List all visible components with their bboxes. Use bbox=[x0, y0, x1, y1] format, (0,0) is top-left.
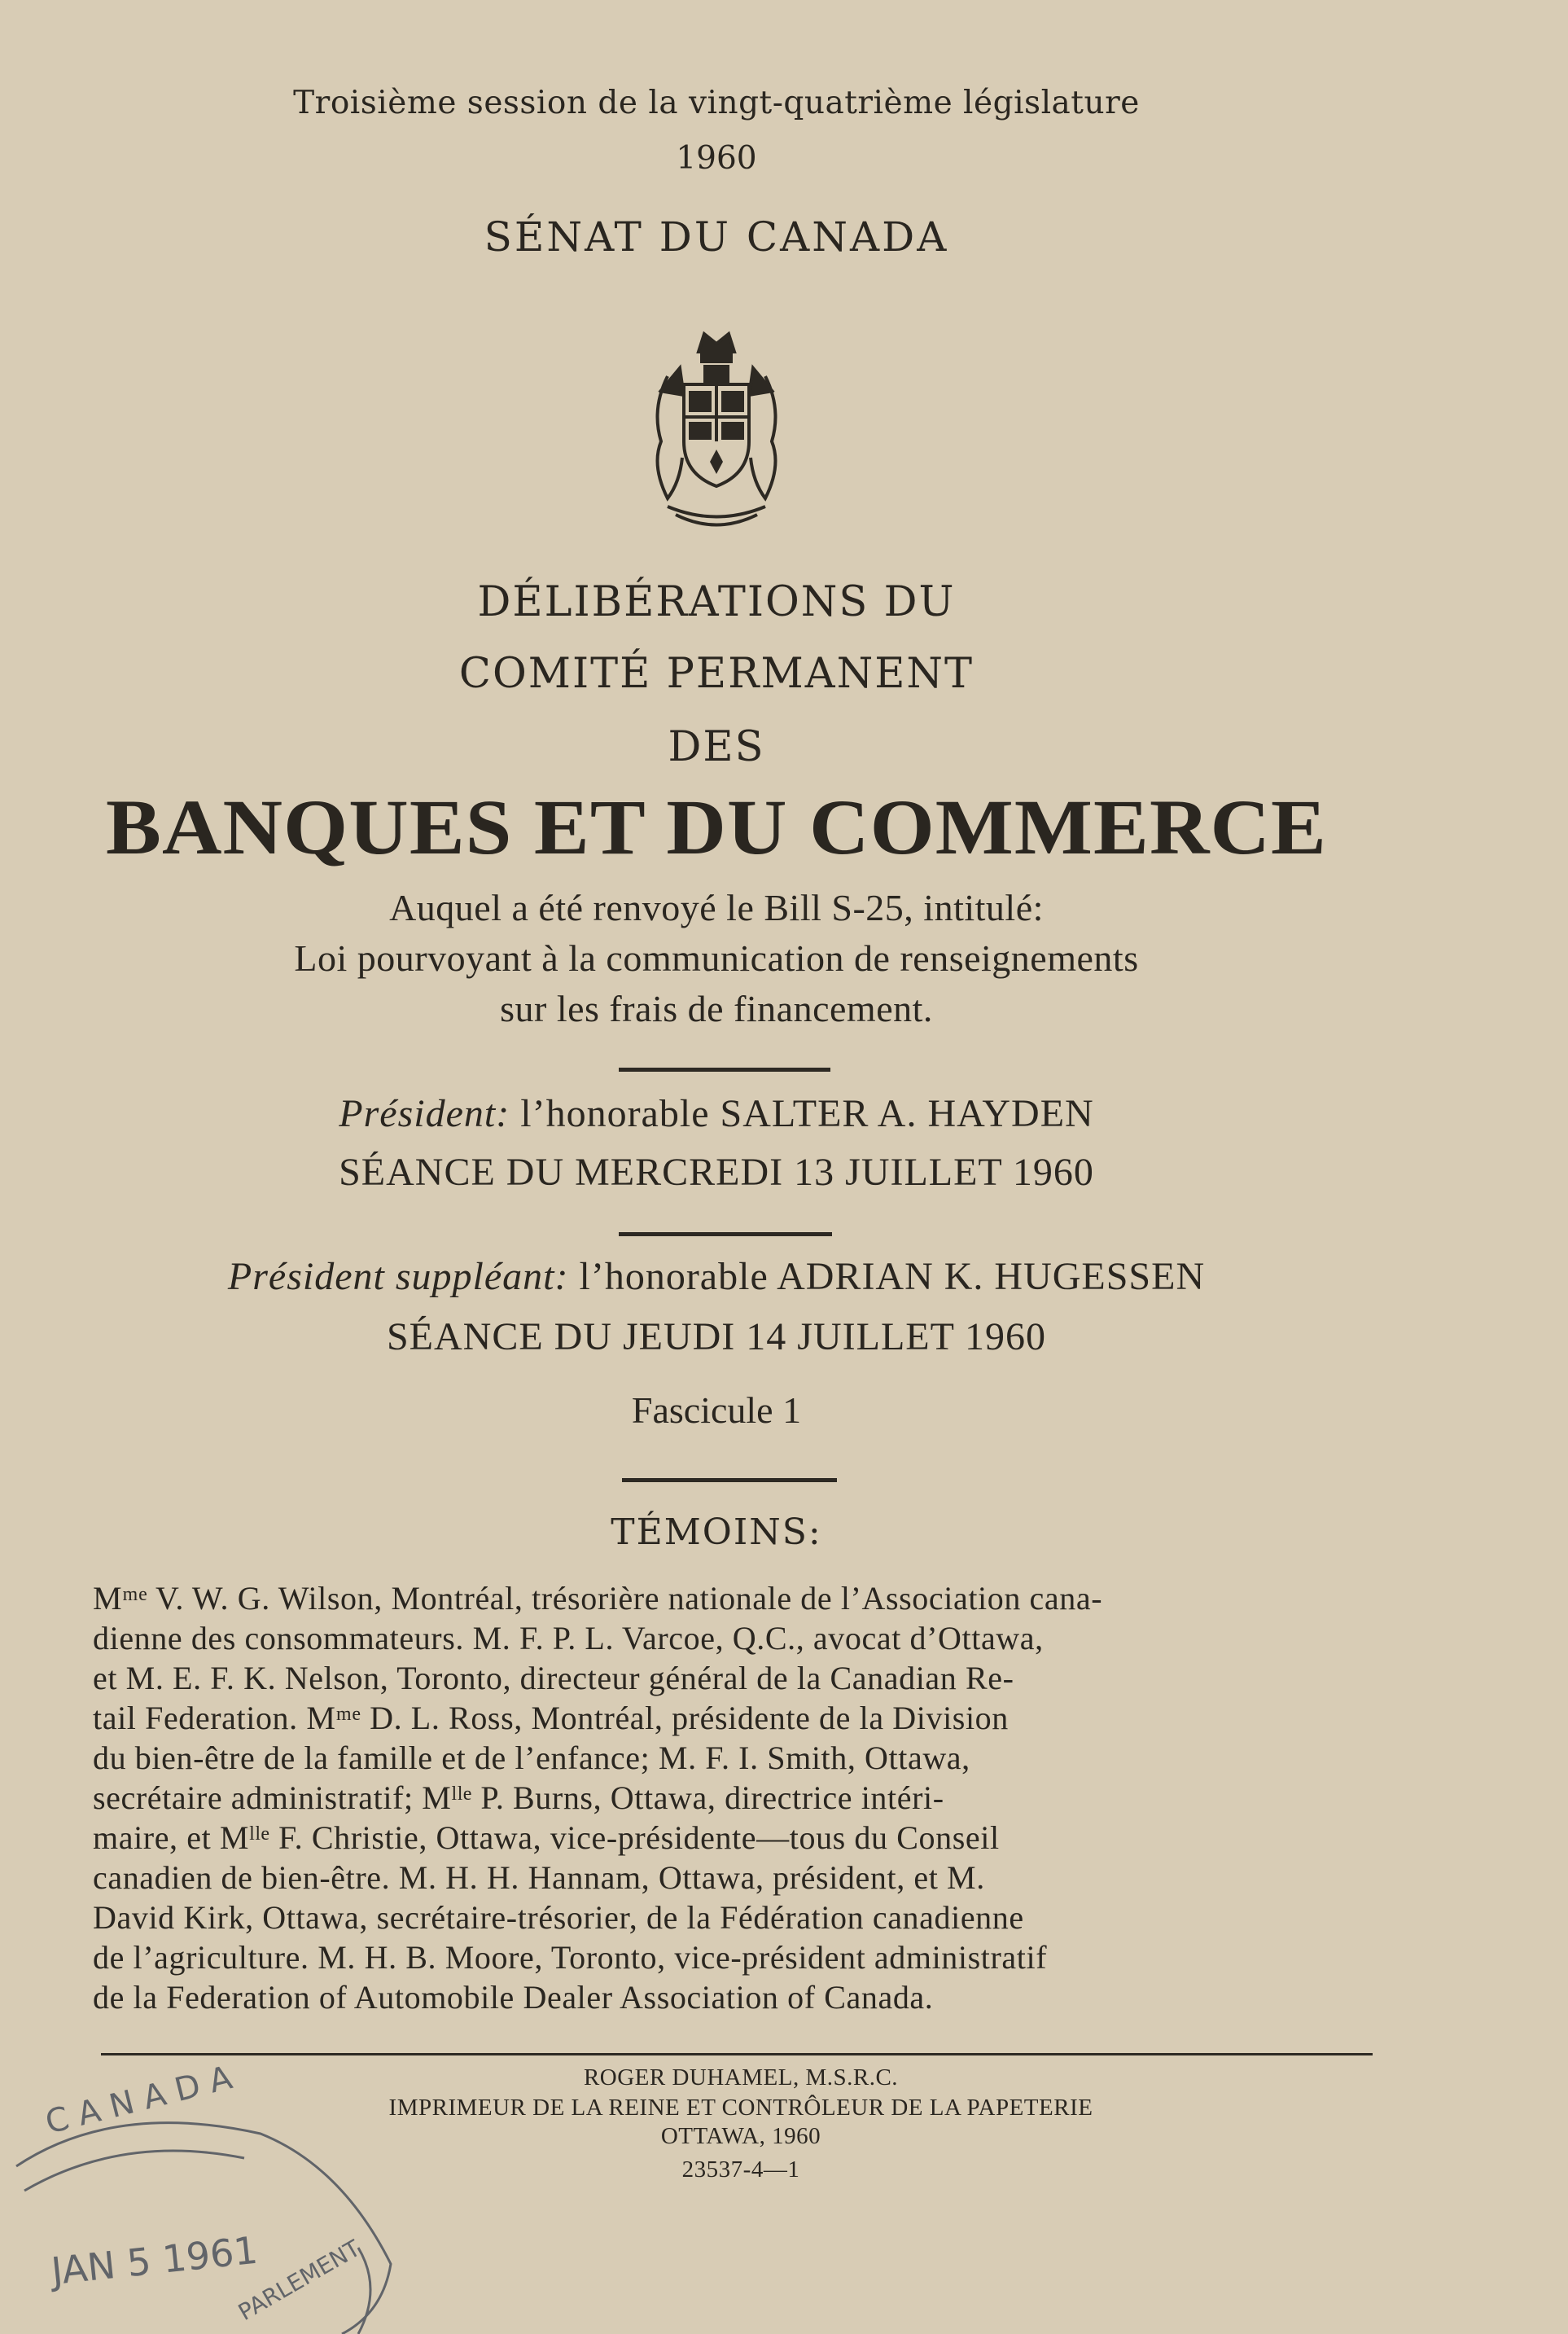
witness-line: dienne des consommateurs. M. F. P. L. Varcoe, Q.C., avocat d’Ottawa, bbox=[93, 1620, 1044, 1656]
divider bbox=[622, 1478, 837, 1482]
president-session: SÉANCE DU MERCREDI 13 JUILLET 1960 bbox=[339, 1151, 1094, 1194]
president-line bbox=[0, 1091, 1433, 1136]
year-line: 1960 bbox=[676, 140, 757, 177]
witness-line: et M. E. F. K. Nelson, Toronto, directeur général de la Canadian Re- bbox=[93, 1660, 1014, 1696]
witness-line: de l’agriculture. M. H. B. Moore, Toronto, vice-président administratif bbox=[93, 1939, 1048, 1976]
witness-line: tail Federation. Mᵐᵉ D. L. Ross, Montréal, présidente de la Division bbox=[93, 1700, 1009, 1736]
title-line-1: DÉLIBÉRATIONS DU bbox=[477, 578, 956, 626]
printer-city: OTTAWA, 1960 bbox=[660, 2123, 821, 2149]
divider bbox=[619, 1232, 832, 1236]
president-name: l’honorable SALTER A. HAYDEN bbox=[520, 1092, 1094, 1135]
coat-of-arms-icon bbox=[635, 319, 798, 539]
witness-line: secrétaire administratif; Mˡˡᵉ P. Burns, Ottawa, directrice intéri- bbox=[93, 1779, 944, 1816]
subtitle-line-3: sur les frais de financement. bbox=[500, 988, 933, 1029]
subtitle-line-2: Loi pourvoyant à la communication de renseignements bbox=[294, 937, 1139, 979]
witness-line: David Kirk, Ottawa, secrétaire-trésorier, de la Fédération canadienne bbox=[93, 1899, 1024, 1936]
session-line: Troisième session de la vingt-quatrième législature bbox=[293, 85, 1140, 121]
subtitle-line-1: Auquel a été renvoyé le Bill S-25, intitulé: bbox=[389, 887, 1044, 928]
witnesses-heading: TÉMOINS: bbox=[611, 1511, 822, 1553]
witness-line: canadien de bien-être. M. H. H. Hannam, Ottawa, président, et M. bbox=[93, 1859, 985, 1896]
vice-president-line bbox=[0, 1254, 1433, 1299]
svg-text:PARLEMENT: PARLEMENT bbox=[234, 2235, 366, 2327]
stamp-date: JAN 5 1961 bbox=[49, 2227, 260, 2293]
witness-line: de la Federation of Automobile Dealer Association of Canada. bbox=[93, 1979, 934, 2016]
title-line-3: DES bbox=[668, 723, 765, 771]
witness-line: maire, et Mˡˡᵉ F. Christie, Ottawa, vice-présidente—tous du Conseil bbox=[93, 1819, 1000, 1856]
witness-line: du bien-être de la famille et de l’enfance; M. F. I. Smith, Ottawa, bbox=[93, 1740, 970, 1776]
witnesses-paragraph bbox=[93, 1578, 1374, 2017]
title-line-2: COMITÉ PERMANENT bbox=[458, 650, 975, 698]
vice-president-name: l’honorable ADRIAN K. HUGESSEN bbox=[579, 1255, 1206, 1298]
divider bbox=[619, 1068, 830, 1072]
witness-line: Mᵐᵉ V. W. G. Wilson, Montréal, trésorière nationale de l’Association cana- bbox=[93, 1580, 1103, 1617]
printer-title: IMPRIMEUR DE LA REINE ET CONTRÔLEUR DE LA PAPETERIE bbox=[388, 2095, 1093, 2121]
main-title: BANQUES ET DU COMMERCE bbox=[106, 783, 1327, 871]
vice-president-session: SÉANCE DU JEUDI 14 JUILLET 1960 bbox=[386, 1315, 1047, 1358]
printer-code: 23537-4—1 bbox=[681, 2156, 800, 2183]
library-stamp-icon bbox=[0, 2052, 423, 2334]
svg-text:C A N A D A: C A N A D A bbox=[42, 2059, 236, 2142]
printer-name: ROGER DUHAMEL, M.S.R.C. bbox=[583, 2064, 899, 2091]
vice-president-label: Président suppléant: bbox=[227, 1255, 569, 1298]
senate-heading: SÉNAT DU CANADA bbox=[484, 213, 949, 261]
fascicule-label: Fascicule 1 bbox=[631, 1389, 802, 1431]
president-label: Président: bbox=[339, 1092, 510, 1135]
